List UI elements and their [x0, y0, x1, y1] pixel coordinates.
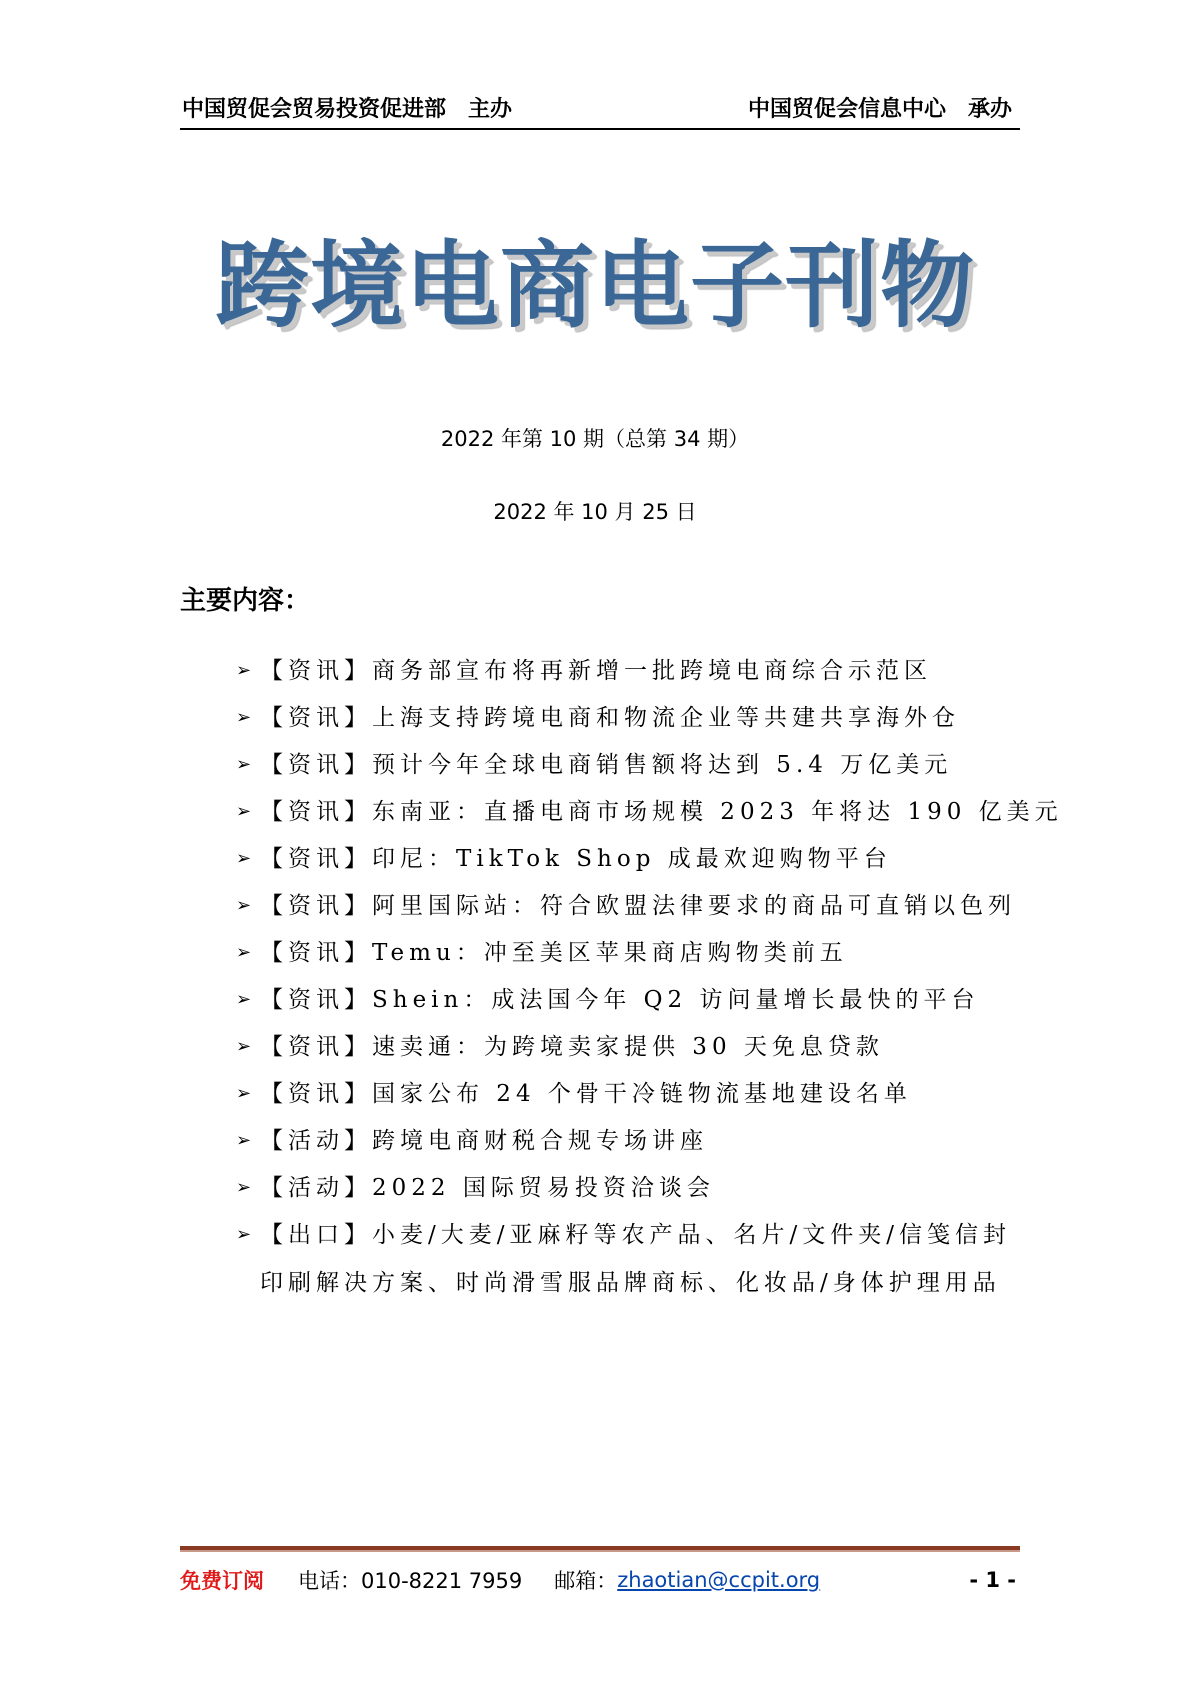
list-item[interactable]: ➢ 【资讯】阿里国际站：符合欧盟法律要求的商品可直销以色列 — [236, 893, 1016, 919]
publication-title: 跨境电商电子刊物 — [214, 232, 975, 341]
arrow-bullet-icon: ➢ — [236, 1036, 252, 1057]
list-item[interactable]: ➢ 【资讯】Temu：冲至美区苹果商店购物类前五 — [236, 940, 848, 966]
list-item[interactable]: ➢ 【资讯】东南亚：直播电商市场规模 2023 年将达 190 亿美元 — [236, 799, 1063, 825]
arrow-bullet-icon: ➢ — [236, 754, 252, 775]
list-item[interactable]: ➢ 【资讯】上海支持跨境电商和物流企业等共建共享海外仓 — [236, 705, 960, 731]
page-footer — [180, 1565, 1020, 1595]
subscribe-link[interactable]: 免费订阅 — [180, 1569, 264, 1593]
list-item[interactable]: ➢ 【资讯】Shein：成法国今年 Q2 访问量增长最快的平台 — [236, 987, 980, 1013]
arrow-bullet-icon: ➢ — [236, 1130, 252, 1151]
contents-heading: 主要内容： — [180, 586, 311, 616]
arrow-bullet-icon: ➢ — [236, 989, 252, 1010]
arrow-bullet-icon: ➢ — [236, 848, 252, 869]
arrow-bullet-icon: ➢ — [236, 942, 252, 963]
contents-list — [236, 656, 1063, 1307]
list-item[interactable]: ➢ 【活动】跨境电商财税合规专场讲座 — [236, 1128, 708, 1154]
email-link[interactable]: zhaotian@ccpit.org — [617, 1568, 821, 1592]
footer-divider — [180, 1546, 1020, 1552]
arrow-bullet-icon: ➢ — [236, 1083, 252, 1104]
arrow-bullet-icon: ➢ — [236, 1224, 252, 1245]
issue-date: 2022 年 10 月 25 日 — [493, 500, 697, 524]
email-label: 邮箱： — [554, 1569, 618, 1593]
page-header — [180, 92, 1020, 130]
list-item[interactable]: ➢ 【活动】2022 国际贸易投资洽谈会 — [236, 1175, 715, 1201]
page-number: - 1 - — [969, 1568, 1016, 1592]
arrow-bullet-icon: ➢ — [236, 707, 252, 728]
list-item[interactable]: ➢ 【资讯】商务部宣布将再新增一批跨境电商综合示范区 — [236, 658, 932, 684]
arrow-bullet-icon: ➢ — [236, 1177, 252, 1198]
list-item[interactable]: ➢ 【出口】小麦/大麦/亚麻籽等农产品、名片/文件夹/信笺信封印刷解决方案、时尚滑雪服品牌商标、化妆品/身体护理用品 — [236, 1222, 1011, 1296]
list-item[interactable]: ➢ 【资讯】速卖通：为跨境卖家提供 30 天免息贷款 — [236, 1034, 884, 1060]
arrow-bullet-icon: ➢ — [236, 801, 252, 822]
list-item[interactable]: ➢ 【资讯】预计今年全球电商销售额将达到 5.4 万亿美元 — [236, 752, 953, 778]
issue-number: 2022 年第 10 期（总第 34 期） — [440, 427, 750, 451]
arrow-bullet-icon: ➢ — [236, 660, 252, 681]
organizer: 中国贸促会贸易投资促进部 主办 — [182, 97, 513, 122]
list-item[interactable]: ➢ 【资讯】国家公布 24 个骨干冷链物流基地建设名单 — [236, 1081, 912, 1107]
phone-number: 电话：010-8221 7959 — [298, 1569, 523, 1593]
co-organizer: 中国贸促会信息中心 承办 — [747, 97, 1012, 122]
arrow-bullet-icon: ➢ — [236, 895, 252, 916]
list-item[interactable]: ➢ 【资讯】印尼：TikTok Shop 成最欢迎购物平台 — [236, 846, 892, 872]
